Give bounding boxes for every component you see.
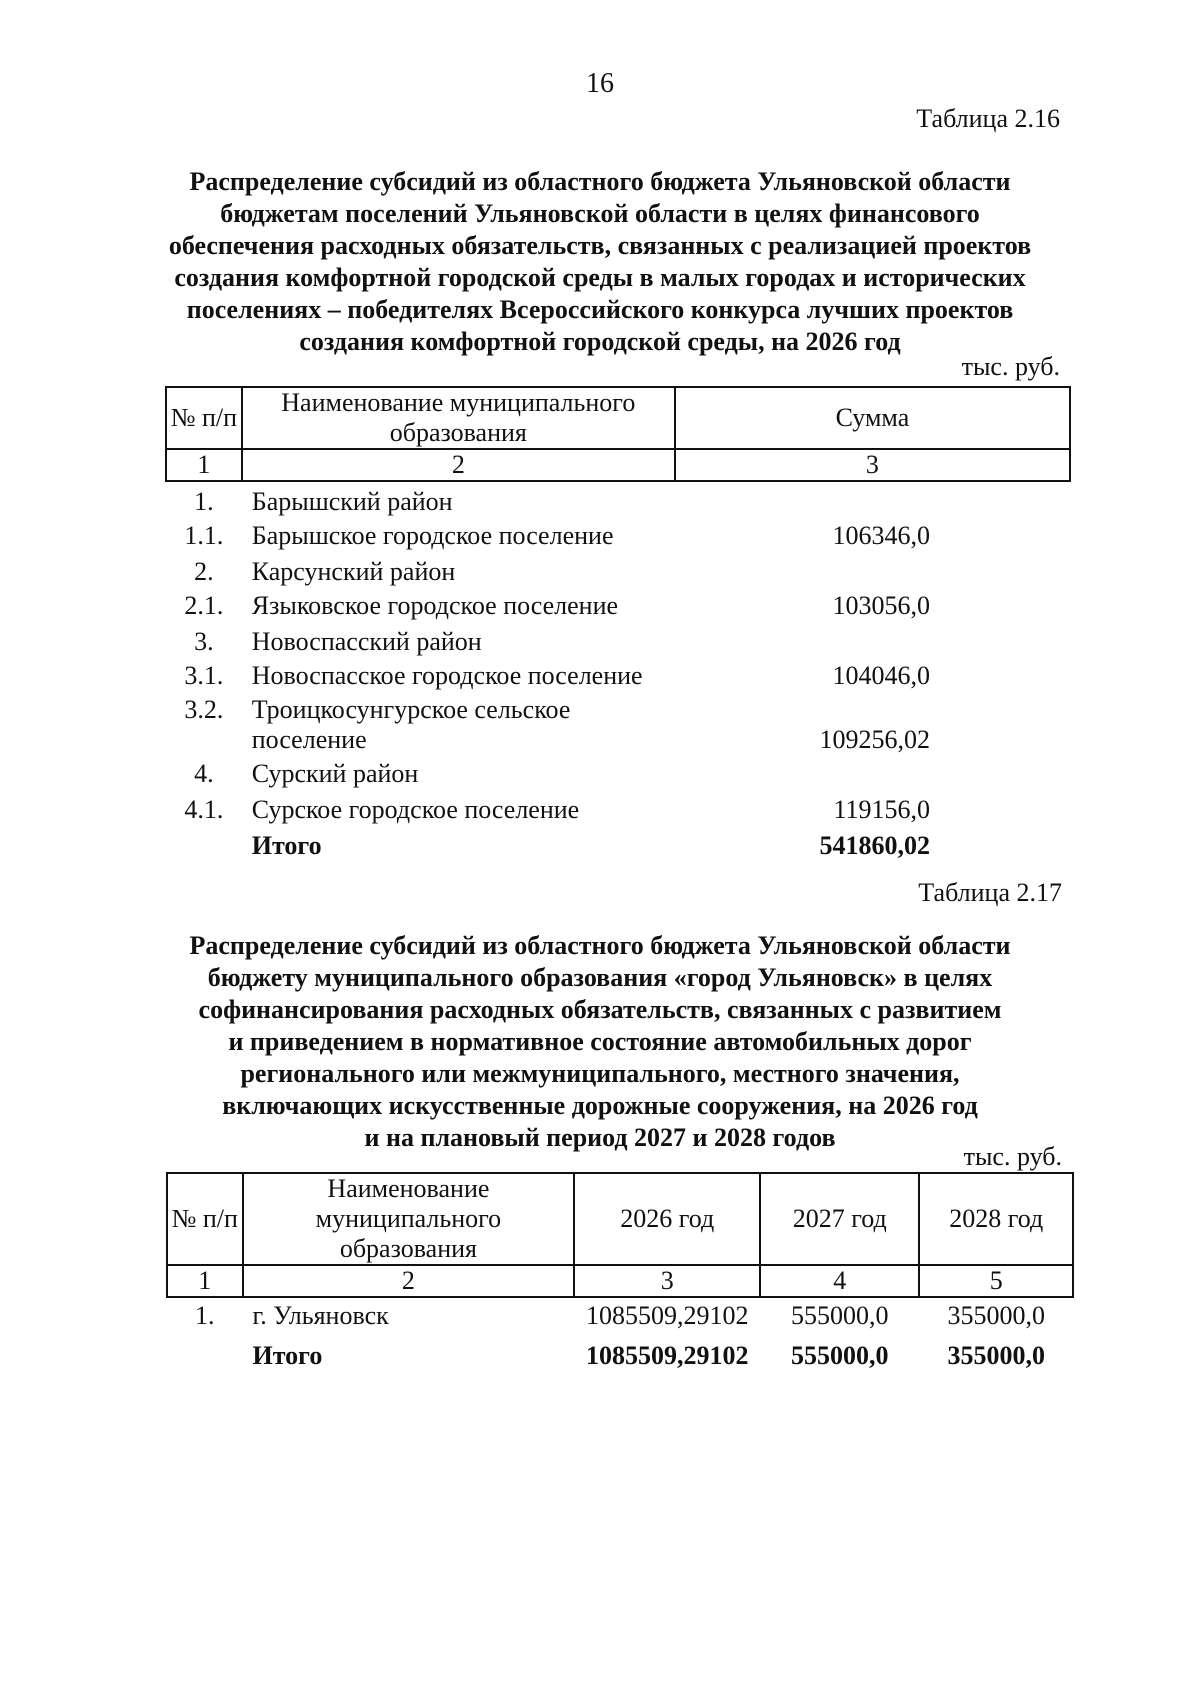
row-sum: 103056,0 — [832, 591, 930, 620]
header-num: № п/п — [166, 387, 242, 449]
total-2028: 355000,0 — [947, 1341, 1045, 1370]
col-number: 3 — [675, 449, 1070, 481]
units-label: тыс. руб. — [963, 1142, 1062, 1171]
row-name: Новоспасский район — [251, 627, 482, 656]
title-line: бюджету муниципального образования «город Ульяновск» в целях — [207, 963, 993, 992]
row-sum — [675, 551, 1070, 587]
title-line: и на плановый период 2027 и 2028 годов — [364, 1123, 836, 1152]
table-title-2-16 — [140, 166, 1060, 358]
row-name: г. Ульяновск — [252, 1301, 389, 1330]
table-row — [166, 551, 1070, 587]
header-sum: Сумма — [675, 387, 1070, 449]
row-sum: 119156,0 — [833, 795, 930, 824]
total-label: Итого — [252, 1341, 323, 1370]
row-name: Карсунский район — [251, 557, 456, 586]
row-name: Барышское городское поселение — [251, 521, 614, 550]
subsidy-table-2-16 — [165, 386, 1071, 861]
title-line: поселениях – победителях Всероссийского конкурса лучших проектов — [186, 295, 1014, 324]
table-header-row — [167, 1173, 1073, 1265]
row-sum — [675, 621, 1070, 657]
col-number: 2 — [243, 1265, 575, 1297]
row-num: 4.1. — [184, 795, 224, 824]
header-num: № п/п — [167, 1173, 243, 1265]
row-sum: 106346,0 — [832, 521, 930, 550]
header-name: Наименование муниципального образования — [243, 1173, 575, 1265]
col-number: 4 — [760, 1265, 919, 1297]
row-num: 1. — [194, 487, 214, 516]
col-number: 2 — [242, 449, 675, 481]
row-sum: 104046,0 — [832, 661, 930, 690]
row-name: Новоспасское городское поселение — [251, 661, 643, 690]
row-num: 3.2. — [184, 695, 224, 724]
header-2026: 2026 год — [574, 1173, 760, 1265]
title-line: регионального или межмуниципального, местного значения, — [240, 1059, 960, 1088]
column-number-row — [166, 449, 1070, 481]
row-name: Сурское городское поселение — [251, 795, 580, 824]
table-row — [167, 1297, 1073, 1331]
total-num-empty — [167, 1331, 243, 1371]
col-number: 5 — [919, 1265, 1073, 1297]
row-2027: 555000,0 — [791, 1301, 889, 1330]
table-title-2-17 — [140, 930, 1060, 1154]
row-num: 1.1. — [184, 521, 224, 550]
total-num-empty — [166, 825, 242, 861]
title-line: софинансирования расходных обязательств, связанных с развитием — [198, 995, 1002, 1024]
table-label-2-17: Таблица 2.17 — [918, 878, 1062, 907]
table-label-2-16: Таблица 2.16 — [916, 104, 1060, 133]
page-number: 16 — [586, 68, 614, 99]
header-name: Наименование муниципального образования — [242, 387, 675, 449]
title-line: обеспечения расходных обязательств, связанных с реализацией проектов — [168, 231, 1032, 260]
table-row — [166, 657, 1070, 691]
row-sum — [675, 481, 1070, 517]
row-name: Троицкосунгурское сельское поселение — [251, 695, 571, 754]
col-number: 1 — [166, 449, 242, 481]
row-num: 2.1. — [184, 591, 224, 620]
table-row — [166, 691, 1070, 755]
title-line: Распределение субсидий из областного бюджета Ульяновской области — [189, 931, 1011, 960]
row-sum — [675, 755, 1070, 789]
row-num: 1. — [195, 1301, 215, 1330]
row-name: Барышский район — [251, 487, 453, 516]
row-sum: 109256,02 — [819, 725, 930, 754]
row-num: 4. — [194, 759, 214, 788]
title-line: Распределение субсидий из областного бюджета Ульяновской области — [189, 167, 1011, 196]
table-row — [166, 481, 1070, 517]
row-name: Языковское городское поселение — [251, 591, 619, 620]
total-label: Итого — [251, 831, 322, 860]
title-line: создания комфортной городской среды в малых городах и исторических — [174, 263, 1026, 292]
title-line: бюджетам поселений Ульяновской области в целях финансового — [220, 199, 980, 228]
table-row — [166, 621, 1070, 657]
total-2027: 555000,0 — [791, 1341, 889, 1370]
total-2026: 1085509,29102 — [585, 1341, 749, 1370]
header-2028: 2028 год — [919, 1173, 1073, 1265]
table-row — [166, 517, 1070, 551]
title-line: и приведением в нормативное состояние автомобильных дорог — [228, 1027, 972, 1056]
title-line: создания комфортной городской среды, на 2026 год — [299, 327, 901, 356]
col-number: 1 — [167, 1265, 243, 1297]
col-number: 3 — [574, 1265, 760, 1297]
row-name: Сурский район — [251, 759, 419, 788]
row-num: 3.1. — [184, 661, 224, 690]
table-row — [166, 789, 1070, 825]
title-line: включающих искусственные дорожные сооружения, на 2026 год — [222, 1091, 978, 1120]
header-2027: 2027 год — [760, 1173, 919, 1265]
row-2026: 1085509,29102 — [585, 1301, 749, 1330]
table-header-row — [166, 387, 1070, 449]
units-label: тыс. руб. — [961, 352, 1060, 381]
column-number-row — [167, 1265, 1073, 1297]
subsidy-table-2-17 — [166, 1172, 1074, 1371]
row-2028: 355000,0 — [947, 1301, 1045, 1330]
row-num: 3. — [194, 627, 214, 656]
total-row — [167, 1331, 1073, 1371]
table-row — [166, 755, 1070, 789]
total-row — [166, 825, 1070, 861]
total-sum: 541860,02 — [819, 831, 930, 860]
row-num: 2. — [194, 557, 214, 586]
table-row — [166, 587, 1070, 621]
